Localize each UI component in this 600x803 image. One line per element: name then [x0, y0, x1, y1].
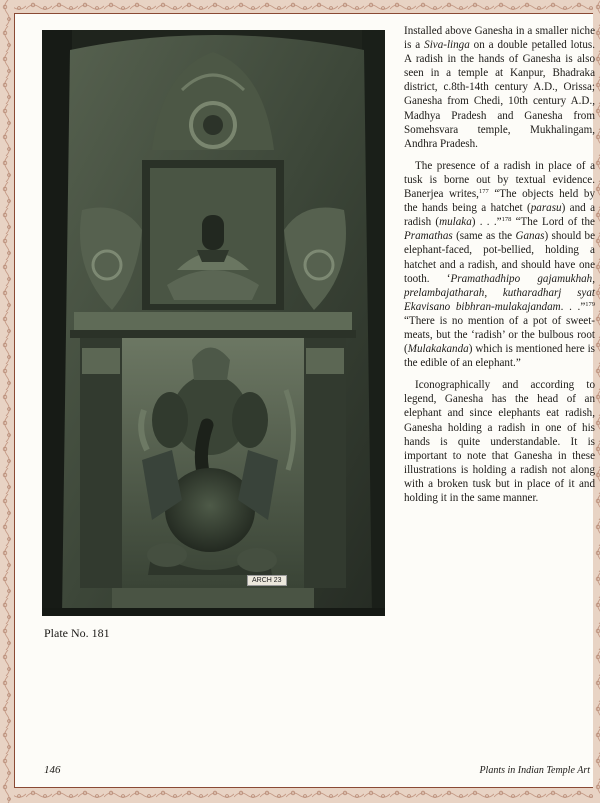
footnote-ref: 177 — [478, 188, 489, 196]
text-run: ) . . .” — [471, 216, 502, 229]
footnote-ref: 178 — [501, 216, 512, 224]
text-run: Installed above Ganesha in a smaller niche is a — [404, 25, 595, 52]
border-rule-top — [14, 13, 593, 14]
italic-term: parasu — [530, 202, 562, 215]
floral-border-bottom — [0, 788, 600, 803]
ganesha-sculpture-photo — [42, 30, 385, 616]
body-paragraph — [404, 378, 595, 505]
text-run: (same as the — [452, 230, 516, 243]
italic-term: Ganas — [515, 230, 545, 243]
italic-term: mulaka — [439, 216, 472, 229]
border-rule-bottom — [14, 787, 593, 788]
body-paragraph — [404, 159, 595, 370]
text-run: . . .” — [560, 300, 586, 313]
plate-caption: Plate No. 181 — [44, 626, 110, 640]
text-run: ) and a radish ( — [404, 202, 595, 229]
text-run: on a double petalled lotus. A radish in the hands of Ganesha is also seen in a temple at Kanpur, Bhadraka district, c.8th-14th century A.D., Orissa; Ganesha from Chedi, 10th century A.D., Madhya Pradesh and Ganesha from Somehsvara temple, Mukhalingam, Andhra Pradesh. — [404, 39, 595, 150]
text-run: “The objects held by the hands being a hatchet ( — [404, 188, 595, 215]
text-run: Iconographically and according to legend, Ganesha has the head of an elephant and since elephants eat radish, Ganesha holding a radish in one of his hands is quite understandable. It is important to note that Ganesha in these illustrations is holding a radish not along with a broken tusk but in place of it and holding it in the same manner. — [404, 379, 595, 504]
floral-border-left — [0, 0, 14, 803]
border-rule-left — [14, 13, 15, 788]
footnote-ref: 179 — [585, 300, 595, 308]
italic-term: Pramathadhipo gajamukhah, prelambajatharah, kutharadharj syat Ekavisano bibhran-mulakajandam — [404, 272, 595, 313]
text-run: ) which is mentioned here is the edible of an elephant.” — [404, 343, 595, 370]
running-title: Plants in Indian Temple Art — [479, 765, 590, 776]
body-text-column — [404, 24, 595, 513]
italic-term: Pramathas — [404, 230, 453, 243]
italic-term: Mulakakanda — [407, 343, 469, 356]
text-run: “The Lord of the — [511, 216, 595, 229]
text-run: ) should be elephant-faced, pot-bellied, holding a hatchet and a radish, and should have one tooth. ‘ — [404, 230, 595, 285]
body-paragraph — [404, 24, 595, 151]
text-run: “There is no mention of a pot of sweet-meats, but the ‘radish’ or the bulbous root ( — [404, 314, 595, 356]
museum-tag: ARCH 23 — [247, 575, 287, 586]
floral-border-top — [0, 0, 600, 13]
text-run: The presence of a radish in place of a tusk is borne out by textual evidence. Banerjea writes, — [404, 159, 595, 201]
page-number: 146 — [44, 764, 61, 776]
italic-term: Siva-linga — [424, 39, 470, 52]
